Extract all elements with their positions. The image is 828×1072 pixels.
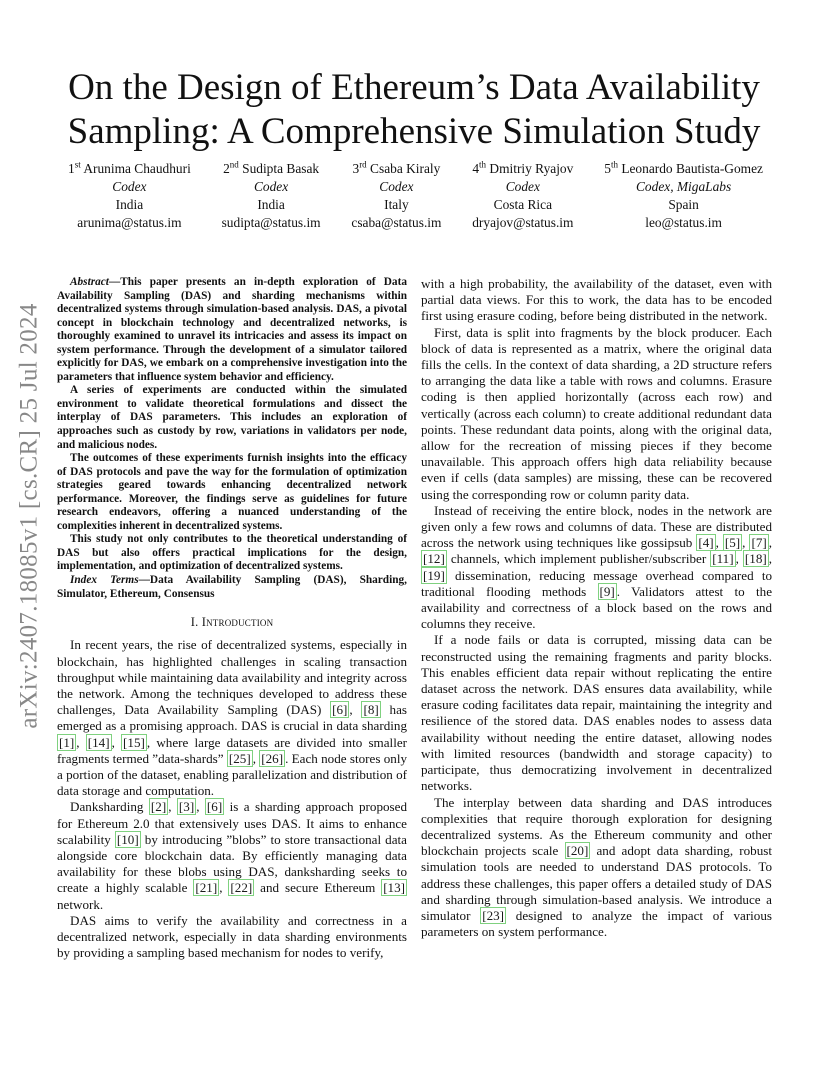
author-email: arunima@status.im — [77, 215, 182, 230]
citation-link[interactable]: [2] — [150, 799, 167, 815]
citation-link[interactable]: [1] — [59, 734, 75, 750]
author-3 — [351, 160, 441, 232]
index-terms: Index Terms—Data Availability Sampling (DAS), Sharding, Simulator, Ethereum, Consensus — [57, 574, 407, 600]
author-5 — [604, 160, 763, 232]
right-body-text — [421, 276, 772, 940]
citation-link[interactable]: [3] — [178, 799, 195, 815]
author-1 — [68, 160, 191, 232]
citation-link[interactable]: [19] — [423, 567, 445, 583]
author-name: 3rd Csaba Kiraly — [352, 159, 441, 176]
citation-link[interactable]: [7] — [751, 535, 767, 551]
author-2 — [222, 160, 321, 232]
author-name: 2nd Sudipta Basak — [223, 159, 320, 176]
author-country: India — [115, 197, 144, 212]
author-email: csaba@status.im — [351, 215, 442, 230]
citation-link[interactable]: [9] — [599, 583, 615, 599]
author-email: leo@status.im — [645, 215, 722, 230]
abstract-paragraph: A series of experiments are conducted within the simulated environment to validate theoretical formulations and dissect the interplay of DAS parameters. This includes an exploration of approaches such as custody by row, variations in validators per node, and malicious nodes. — [57, 384, 407, 451]
citation-link[interactable]: [25] — [228, 750, 251, 766]
citation-link[interactable]: [23] — [482, 907, 505, 923]
author-email: sudipta@status.im — [221, 215, 321, 230]
citation-link[interactable]: [20] — [566, 843, 589, 859]
citation-link[interactable]: [6] — [206, 799, 223, 815]
citation-link[interactable]: [14] — [87, 734, 110, 750]
author-country: Spain — [668, 197, 699, 212]
author-name: 5th Leonardo Bautista-Gomez — [604, 159, 763, 176]
citation-link[interactable]: [18] — [744, 551, 767, 567]
citation-link[interactable]: [12] — [423, 551, 445, 567]
left-column — [57, 276, 407, 961]
citation-link[interactable]: [21] — [195, 880, 218, 896]
left-body-text — [57, 637, 407, 961]
citation-link[interactable]: [13] — [383, 880, 406, 896]
citation-link[interactable]: [4] — [698, 535, 714, 551]
abstract — [57, 276, 407, 574]
index-terms-lead: Index Terms — [70, 574, 139, 587]
author-affiliation: Codex — [505, 179, 540, 194]
author-block — [68, 160, 763, 232]
body-paragraph: If a node fails or data is corrupted, missing data can be reconstructed using the remaining fragments and parity blocks. This enables efficient data repair without replicating the entire dataset across the network. DAS ensures data availability, while erasure coding facilitates data repair, maintaining the integrity and resilience of the stored data. DAS enables nodes to assess data availability without needing the entire dataset, allowing nodes with limited resources (bandwidth and storage capacity) to participate, thus democratizing involvement in decentralized networks. — [421, 632, 772, 794]
citation-link[interactable]: [26] — [261, 750, 284, 766]
section-heading: I. Introduction — [190, 615, 274, 630]
citation-link[interactable]: [6] — [332, 702, 348, 718]
citation-link[interactable]: [15] — [123, 734, 145, 750]
body-paragraph: DAS aims to verify the availability and correctness in a decentralized network, especially in data sharding environments by providing a sampling based mechanism for nodes to verify, — [57, 912, 407, 961]
abstract-paragraph: This study not only contributes to the theoretical understanding of DAS but also offers practical implications for the design, implementation, and optimization of decentralized systems. — [57, 533, 407, 573]
author-name: 1st Arunima Chaudhuri — [68, 159, 191, 176]
paper-title: On the Design of Ethereum’s Data Availability Sampling: A Comprehensive Simulation Study — [67, 67, 761, 152]
author-affiliation: Codex — [112, 179, 147, 194]
abstract-paragraph: The outcomes of these experiments furnish insights into the efficacy of DAS protocols and pave the way for the formulation of optimization strategies geared towards enhancing decentralized network performance. Moreover, the findings serve as guidelines for future research endeavors, offering a nuanced understanding of the complexities inherent in decentralized systems. — [57, 452, 407, 532]
body-paragraph: Instead of receiving the entire block, nodes in the network are given only a few rows and columns of data. These are distributed across the network using techniques like gossipsub [4] , [5] , [7] , [12] channels, which implement publisher/subscriber [11] , [18] , [19] dissemination, reducing message overhead compared to traditional flooding methods [9] . Validators attest to the availability and correctness of a block based on the rows and columns they receive. — [421, 502, 773, 632]
arxiv-identifier: arXiv:2407.18085v1 [cs.CR] 25 Jul 2024 — [16, 303, 43, 729]
author-country: Costa Rica — [493, 197, 553, 212]
body-paragraph: In recent years, the rise of decentralized systems, especially in blockchain, has highlighted challenges in scaling transaction throughput while maintaining data availability and integrity across the network. Among the techniques developed to address these challenges, Data Availability Sampling (DAS) [6] , [8] has emerged as a promising approach. DAS is crucial in data sharding [1] , [14] , [15] , where large datasets are divided into smaller fragments termed ”data-shards” [25] , [26] . Each node stores only a portion of the dataset, enabling parallelization and distribution of data storage and computation. — [57, 637, 408, 799]
author-country: Italy — [384, 197, 409, 212]
body-paragraph: Danksharding [2] , [3] , [6] is a sharding approach proposed for Ethereum 2.0 that extensively uses DAS. It aims to enhance scalability [10] by introducing ”blobs” to store transactional data alongside core blockchain data. By efficiently managing data availability for these blobs using DAS, danksharding seeks to create a highly scalable [21] , [22] and secure Ethereum [13] network. — [57, 799, 408, 912]
author-email: dryajov@status.im — [472, 215, 574, 230]
abstract-lead: Abstract — [70, 276, 109, 288]
arxiv-identifier-margin — [12, 296, 48, 736]
author-4 — [472, 160, 573, 232]
body-paragraph: First, data is split into fragments by the block producer. Each block of data is represented as a matrix, where the original data fills the cells. In the context of data sharding, a 2D structure refers to arranging the data like a table with rows and columns. Erasure coding is then applied horizontally (across each row) and vertically (across each column) to create additional redundant data points. These redundant data points, along with the original data, allow for the recreation of missing pieces if they become unavailable. This approach offers high data reliability because even if cells (data samples) are missing, these can be recovered using the corresponding row or column parity data. — [421, 324, 772, 502]
citation-link[interactable]: [10] — [116, 831, 139, 847]
body-paragraph: The interplay between data sharding and DAS introduces complexities that require thorough exploration for designing decentralized systems. As the Ethereum community and other blockchain projects scale [20] and adopt data sharding, robust simulation tools are needed to understand DAS protocols. To address these challenges, this paper offers a detailed study of DAS and sharding through simulation-based analysis. We introduce a simulator [23] designed to analyze the impact of various parameters on system performance. — [421, 794, 773, 940]
author-country: India — [257, 197, 285, 212]
abstract-paragraph: Abstract—This paper presents an in-depth exploration of Data Availability Sampling (DAS) and sharding mechanisms within decentralized systems through simulation-based analysis. DAS, a pivotal concept in blockchain technology and decentralized networks, is thoroughly examined to unravel its intricacies and assess its impact on system performance. Through the development of a simulator tailored explicitly for DAS, we embark on a comprehensive investigation into the parameters that influence system behavior and efficiency. — [57, 276, 407, 383]
author-affiliation: Codex — [253, 179, 289, 194]
citation-link[interactable]: [22] — [230, 880, 253, 896]
right-column — [421, 276, 772, 940]
author-affiliation: Codex, MigaLabs — [636, 179, 732, 194]
citation-link[interactable]: [5] — [724, 535, 741, 551]
author-affiliation: Codex — [379, 179, 414, 194]
citation-link[interactable]: [8] — [363, 702, 379, 718]
author-name: 4th Dmitriy Ryajov — [472, 159, 574, 176]
citation-link[interactable]: [11] — [712, 551, 734, 567]
body-paragraph: with a high probability, the availability of the dataset, even with partial data views. For this to work, the data has to be encoded first using erasure coding, before being distributed in the network. — [421, 276, 772, 324]
